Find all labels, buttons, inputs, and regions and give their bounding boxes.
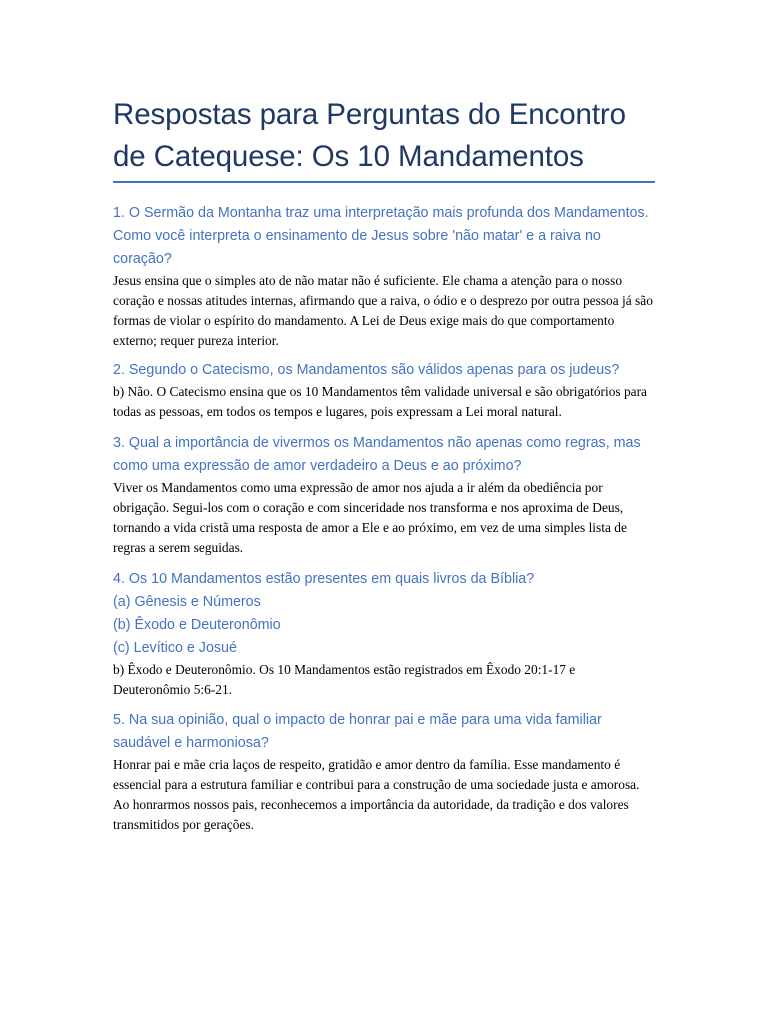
- option-a: (a) Gênesis e Números: [113, 594, 261, 610]
- answer-2: b) Não. O Catecismo ensina que os 10 Mandamentos têm validade universal e são obrigatórios para todas as pessoas, em todos os tempos e lugares, pois expressam a Lei moral natural.: [113, 384, 647, 419]
- question-1: 1. O Sermão da Montanha traz uma interpretação mais profunda dos Mandamentos. Como você interpreta o ensinamento de Jesus sobre 'não matar' e a raiva no coração?: [113, 205, 649, 267]
- qa-section-5: [113, 709, 655, 835]
- answer-5: Honrar pai e mãe cria laços de respeito, gratidão e amor dentro da família. Esse mandamento é essencial para a estrutura familiar e contribui para a construção de uma sociedade justa e amorosa. Ao honrarmos nossos pais, reconhecemos a importância da autoridade, da tradição e dos valores transmitidos por gerações.: [113, 757, 640, 832]
- answer-3: Viver os Mandamentos como uma expressão de amor nos ajuda a ir além da obediência por obrigação. Segui-los com o coração e com sinceridade nos transforma e nos aproxima de Deus, tornando a vida cristã uma resposta de amor a Ele e ao próximo, em vez de uma simples lista de regras a serem seguidas.: [113, 480, 627, 555]
- question-5: 5. Na sua opinião, qual o impacto de honrar pai e mãe para uma vida familiar saudável e harmoniosa?: [113, 712, 602, 751]
- option-c: (c) Levítico e Josué: [113, 640, 237, 656]
- answer-4: b) Êxodo e Deuteronômio. Os 10 Mandamentos estão registrados em Êxodo 20:1-17 e Deuteronômio 5:6-21.: [113, 662, 576, 697]
- page-title: Respostas para Perguntas do Encontro de Catequese: Os 10 Mandamentos: [113, 98, 626, 173]
- qa-section-3: [113, 432, 655, 558]
- title-underline-divider: [113, 181, 655, 183]
- qa-section-2: [113, 359, 655, 422]
- document-page: [113, 94, 655, 843]
- answer-1: Jesus ensina que o simples ato de não matar não é suficiente. Ele chama a atenção para o nosso coração e nossas atitudes internas, afirmando que a raiva, o ódio e o desprezo por outra pessoa já são formas de violar o espírito do mandamento. A Lei de Deus exige mais do que comportamento externo; requer pureza interior.: [113, 273, 653, 348]
- question-2: 2. Segundo o Catecismo, os Mandamentos são válidos apenas para os judeus?: [113, 362, 620, 378]
- question-4: 4. Os 10 Mandamentos estão presentes em quais livros da Bíblia?: [113, 571, 535, 587]
- qa-section-4: [113, 568, 655, 700]
- question-3: 3. Qual a importância de vivermos os Mandamentos não apenas como regras, mas como uma expressão de amor verdadeiro a Deus e ao próximo?: [113, 435, 641, 474]
- option-b: (b) Êxodo e Deuteronômio: [113, 617, 281, 633]
- qa-section-1: [113, 202, 655, 351]
